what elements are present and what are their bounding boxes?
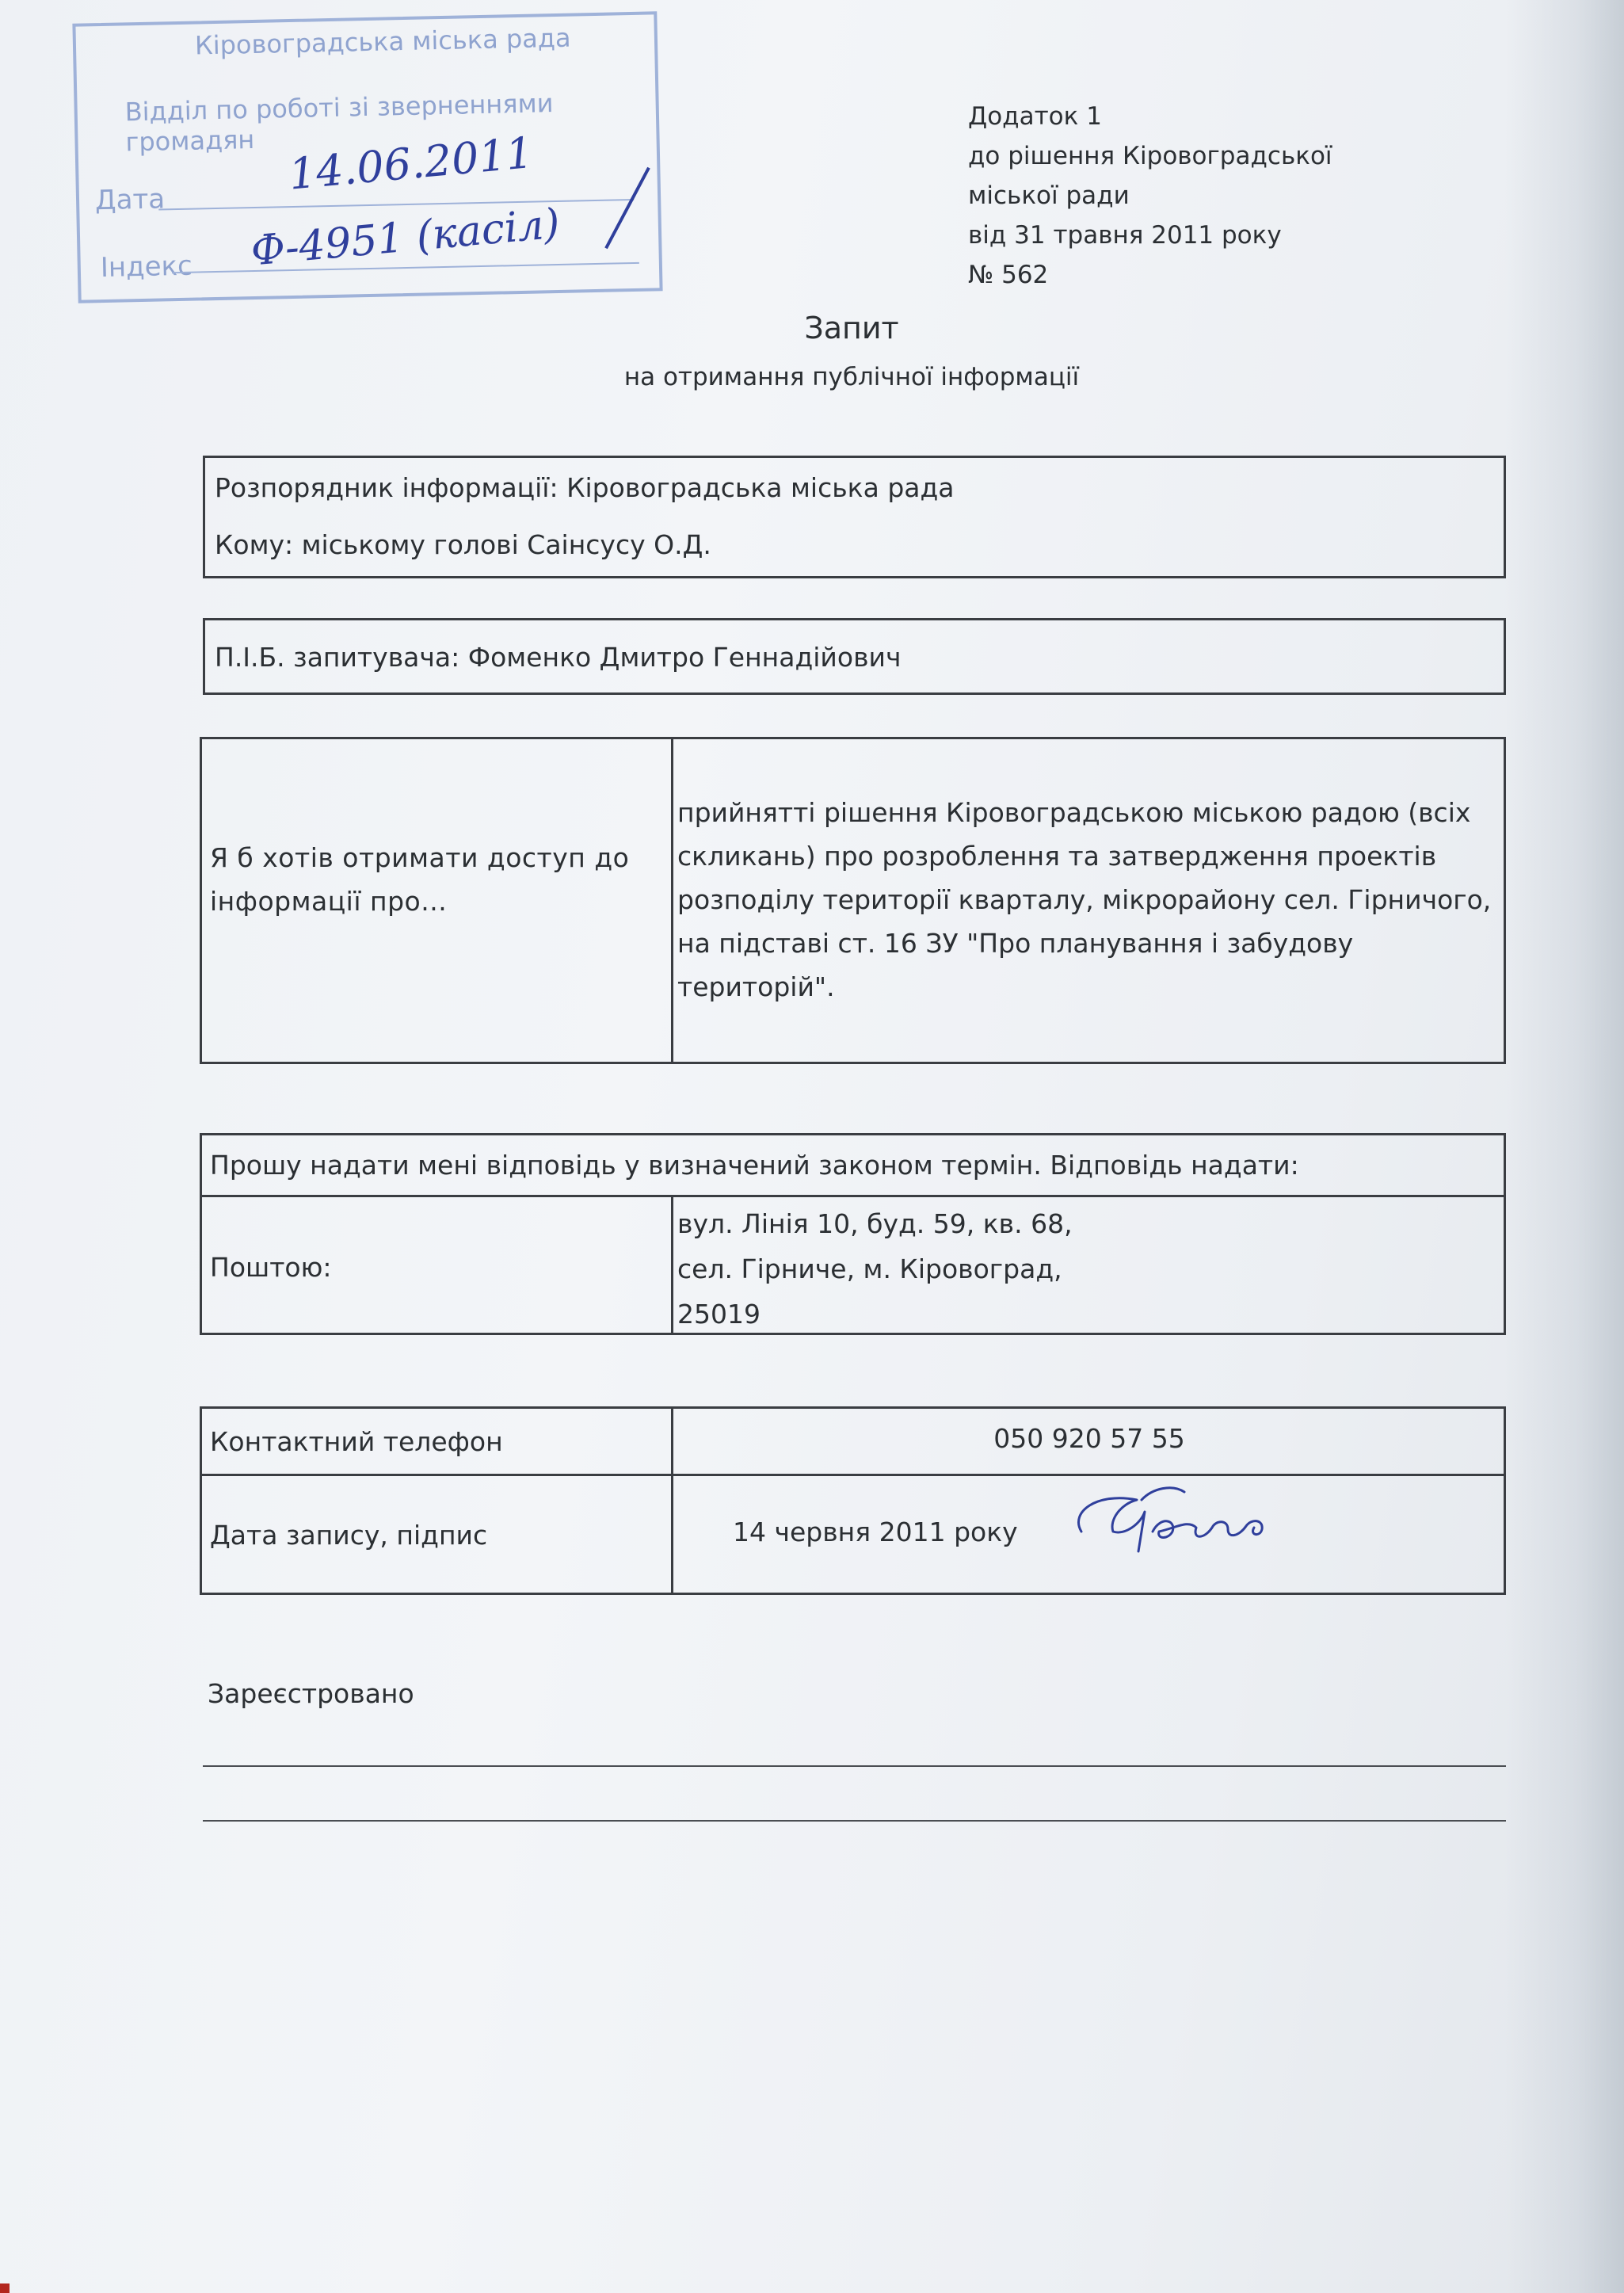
stamp-department: Відділ по роботі зі зверненнями громадян	[124, 88, 554, 158]
requester-row	[215, 642, 901, 673]
corner-mark	[0, 2283, 10, 2293]
stamp-index-handwritten: Ф-4951 (касіл)	[249, 200, 562, 276]
request-label: Я б хотів отримати доступ до інформації про...	[210, 842, 630, 917]
date-signature-label: Дата запису, підпис	[210, 1520, 488, 1551]
response-address	[677, 1201, 1073, 1337]
addendum-line-1: Додаток 1	[968, 102, 1102, 131]
manager-label: Розпорядник інформації:	[215, 472, 558, 503]
addendum-line-4: від 31 травня 2011 року	[968, 221, 1282, 250]
contact-box	[200, 1406, 1506, 1595]
addendum-block	[968, 97, 1332, 295]
phone-label: Контактний телефон	[210, 1426, 503, 1457]
stamp-date-line	[158, 199, 634, 211]
response-box	[200, 1133, 1506, 1335]
registered-line-1	[203, 1765, 1506, 1767]
request-divider	[671, 739, 673, 1062]
addendum-line-5: № 562	[968, 261, 1049, 289]
to-value: міському голові Саінсусу О.Д.	[293, 529, 711, 560]
requester-value: Фоменко Дмитро Геннадійович	[459, 642, 902, 673]
handwritten-signature	[1066, 1456, 1303, 1575]
phone-value: 050 920 57 55	[993, 1423, 1185, 1454]
response-divider	[671, 1195, 673, 1333]
document-subtitle: на отримання публічної інформації	[623, 363, 1080, 391]
requester-box	[203, 618, 1506, 695]
response-header: Прошу надати мені відповідь у визначений законом термін. Відповідь надати:	[210, 1150, 1299, 1181]
response-method: Поштою:	[210, 1252, 332, 1283]
request-box	[200, 737, 1506, 1064]
response-hline	[202, 1195, 1504, 1197]
stamp-org: Кіровоградська міська рада	[194, 22, 571, 61]
to-label: Кому:	[215, 529, 294, 560]
addendum-line-2: до рішення Кіровоградської	[968, 142, 1332, 170]
addendum-line-3: міської ради	[968, 181, 1130, 210]
requester-label: П.І.Б. запитувача:	[215, 642, 460, 673]
registration-stamp	[72, 11, 662, 303]
stamp-date-label: Дата	[94, 183, 166, 217]
to-row	[215, 529, 711, 560]
stamp-index-line	[172, 262, 639, 273]
stamp-date-handwritten: 14.06.2011	[286, 127, 536, 200]
address-line-3: 25019	[677, 1299, 761, 1330]
contact-hline	[202, 1474, 1504, 1476]
manager-box	[203, 456, 1506, 578]
manager-value: Кіровоградська міська рада	[558, 472, 955, 503]
address-line-1: вул. Лінія 10, буд. 59, кв. 68,	[677, 1208, 1073, 1239]
date-value: 14 червня 2011 року	[733, 1517, 1018, 1547]
registered-line-2	[203, 1820, 1506, 1822]
registered-label: Зареєстровано	[208, 1678, 414, 1709]
request-value: прийнятті рішення Кіровоградською міською радою (всіх скликань) про розроблення та затвердження проектів розподілу території кварталу, мікрорайону сел. Гірничого, на підставі ст. 16 ЗУ "Про планування і забудову територій".	[677, 797, 1492, 1002]
address-line-2: сел. Гірниче, м. Кіровоград,	[677, 1253, 1062, 1284]
manager-row	[215, 472, 955, 503]
document-title: Запит	[804, 311, 899, 345]
stamp-index-label: Індекс	[100, 250, 193, 284]
